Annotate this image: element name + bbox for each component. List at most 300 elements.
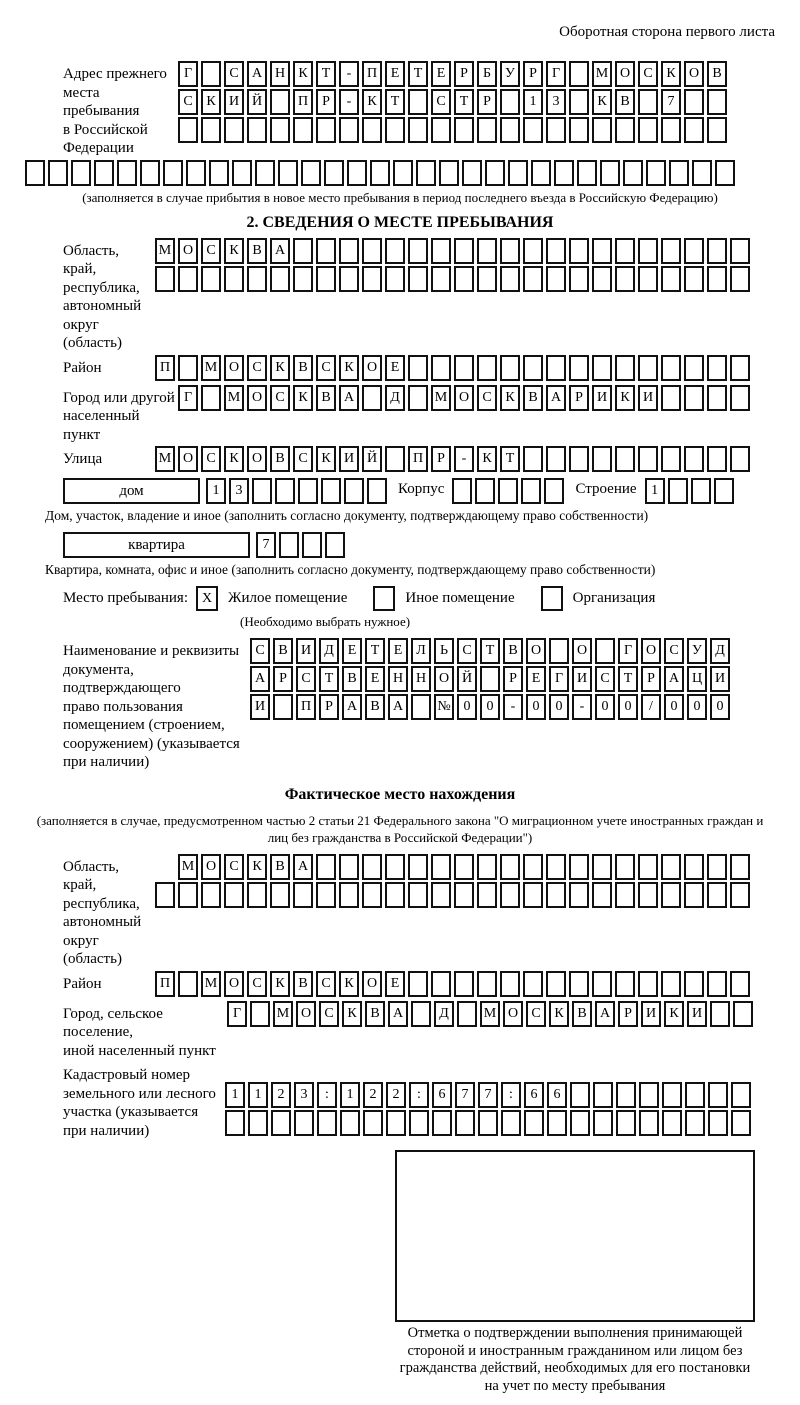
form-cell[interactable]: 6	[432, 1082, 452, 1108]
form-cell[interactable]: С	[296, 666, 316, 692]
form-cell[interactable]: М	[431, 385, 451, 411]
form-cell[interactable]	[71, 160, 91, 186]
form-cell[interactable]	[685, 1110, 705, 1136]
form-cell[interactable]	[275, 478, 295, 504]
form-cell[interactable]: :	[317, 1082, 337, 1108]
form-cell[interactable]	[662, 1110, 682, 1136]
form-cell[interactable]	[385, 446, 405, 472]
form-cell[interactable]	[408, 89, 428, 115]
form-cell[interactable]: С	[664, 638, 684, 664]
form-cell[interactable]: А	[339, 385, 359, 411]
form-cell[interactable]	[362, 238, 382, 264]
form-cell[interactable]: 0	[618, 694, 638, 720]
form-cell[interactable]	[294, 1110, 314, 1136]
form-cell[interactable]	[733, 1001, 753, 1027]
form-cell[interactable]	[452, 478, 472, 504]
form-cell[interactable]: К	[549, 1001, 569, 1027]
form-cell[interactable]	[316, 238, 336, 264]
form-cell[interactable]	[546, 238, 566, 264]
form-cell[interactable]	[431, 882, 451, 908]
form-cell[interactable]: О	[224, 971, 244, 997]
form-cell[interactable]	[317, 1110, 337, 1136]
form-cell[interactable]	[570, 1110, 590, 1136]
form-cell[interactable]: К	[592, 89, 612, 115]
form-cell[interactable]	[224, 266, 244, 292]
form-cell[interactable]: У	[500, 61, 520, 87]
form-cell[interactable]: С	[247, 355, 267, 381]
form-cell[interactable]: А	[546, 385, 566, 411]
form-cell[interactable]	[615, 355, 635, 381]
form-cell[interactable]: 0	[480, 694, 500, 720]
form-cell[interactable]	[362, 385, 382, 411]
form-cell[interactable]	[707, 117, 727, 143]
form-cell[interactable]: И	[296, 638, 316, 664]
form-cell[interactable]	[684, 238, 704, 264]
form-cell[interactable]: -	[503, 694, 523, 720]
form-cell[interactable]	[431, 266, 451, 292]
form-cell[interactable]: С	[224, 61, 244, 87]
form-cell[interactable]: В	[615, 89, 635, 115]
form-cell[interactable]: В	[316, 385, 336, 411]
form-cell[interactable]	[455, 1110, 475, 1136]
form-cell[interactable]	[25, 160, 45, 186]
form-cell[interactable]: Т	[618, 666, 638, 692]
form-cell[interactable]: 0	[549, 694, 569, 720]
form-cell[interactable]	[730, 971, 750, 997]
form-cell[interactable]	[370, 160, 390, 186]
form-cell[interactable]: О	[454, 385, 474, 411]
form-cell[interactable]: К	[362, 89, 382, 115]
form-cell[interactable]	[500, 238, 520, 264]
stay-type-checkbox-organization[interactable]	[541, 586, 563, 611]
form-cell[interactable]	[638, 266, 658, 292]
form-cell[interactable]: К	[201, 89, 221, 115]
form-cell[interactable]	[569, 882, 589, 908]
form-cell[interactable]: М	[155, 238, 175, 264]
form-cell[interactable]	[340, 1110, 360, 1136]
form-cell[interactable]	[477, 971, 497, 997]
form-cell[interactable]: П	[155, 971, 175, 997]
form-cell[interactable]: К	[661, 61, 681, 87]
form-cell[interactable]	[362, 266, 382, 292]
form-cell[interactable]	[616, 1110, 636, 1136]
form-cell[interactable]	[316, 117, 336, 143]
form-cell[interactable]: О	[247, 446, 267, 472]
form-cell[interactable]	[409, 1110, 429, 1136]
form-cell[interactable]	[730, 238, 750, 264]
form-cell[interactable]	[485, 160, 505, 186]
form-cell[interactable]: 7	[478, 1082, 498, 1108]
form-cell[interactable]	[692, 160, 712, 186]
form-cell[interactable]	[408, 971, 428, 997]
form-cell[interactable]	[500, 355, 520, 381]
form-cell[interactable]	[661, 238, 681, 264]
form-cell[interactable]: А	[250, 666, 270, 692]
form-cell[interactable]	[523, 266, 543, 292]
form-cell[interactable]: Г	[178, 385, 198, 411]
form-cell[interactable]: К	[247, 854, 267, 880]
form-cell[interactable]: Г	[227, 1001, 247, 1027]
form-cell[interactable]	[708, 1110, 728, 1136]
form-cell[interactable]	[592, 882, 612, 908]
form-cell[interactable]	[710, 1001, 730, 1027]
form-cell[interactable]: О	[684, 61, 704, 87]
form-cell[interactable]: 2	[271, 1082, 291, 1108]
form-cell[interactable]: С	[595, 666, 615, 692]
form-cell[interactable]: О	[503, 1001, 523, 1027]
form-cell[interactable]	[339, 238, 359, 264]
form-cell[interactable]	[661, 854, 681, 880]
form-cell[interactable]	[408, 117, 428, 143]
form-cell[interactable]	[431, 238, 451, 264]
form-cell[interactable]	[684, 89, 704, 115]
form-cell[interactable]: 2	[363, 1082, 383, 1108]
form-cell[interactable]	[646, 160, 666, 186]
form-cell[interactable]: Р	[641, 666, 661, 692]
form-cell[interactable]	[385, 266, 405, 292]
form-cell[interactable]	[638, 355, 658, 381]
form-cell[interactable]	[569, 266, 589, 292]
form-cell[interactable]	[500, 854, 520, 880]
form-cell[interactable]	[684, 355, 704, 381]
form-cell[interactable]	[248, 1110, 268, 1136]
form-cell[interactable]: С	[638, 61, 658, 87]
form-cell[interactable]: С	[201, 238, 221, 264]
form-cell[interactable]	[501, 1110, 521, 1136]
form-cell[interactable]	[431, 355, 451, 381]
form-cell[interactable]	[270, 882, 290, 908]
form-cell[interactable]	[321, 478, 341, 504]
form-cell[interactable]: М	[201, 355, 221, 381]
form-cell[interactable]: -	[339, 89, 359, 115]
form-cell[interactable]	[707, 238, 727, 264]
form-cell[interactable]: -	[572, 694, 592, 720]
form-cell[interactable]	[302, 532, 322, 558]
form-cell[interactable]: Т	[454, 89, 474, 115]
form-cell[interactable]	[408, 238, 428, 264]
stay-type-checkbox-other[interactable]	[373, 586, 395, 611]
form-cell[interactable]	[523, 446, 543, 472]
form-cell[interactable]	[163, 160, 183, 186]
form-cell[interactable]: 1	[523, 89, 543, 115]
form-cell[interactable]	[500, 882, 520, 908]
form-cell[interactable]	[730, 446, 750, 472]
form-cell[interactable]	[546, 446, 566, 472]
form-cell[interactable]	[155, 882, 175, 908]
form-cell[interactable]	[638, 238, 658, 264]
form-cell[interactable]	[201, 117, 221, 143]
form-cell[interactable]	[224, 882, 244, 908]
form-cell[interactable]: К	[224, 238, 244, 264]
form-cell[interactable]: 1	[340, 1082, 360, 1108]
form-cell[interactable]: Е	[385, 355, 405, 381]
form-cell[interactable]: К	[339, 355, 359, 381]
form-cell[interactable]: Й	[457, 666, 477, 692]
form-cell[interactable]: М	[155, 446, 175, 472]
form-cell[interactable]	[715, 160, 735, 186]
form-cell[interactable]	[707, 266, 727, 292]
form-cell[interactable]	[684, 854, 704, 880]
form-cell[interactable]	[393, 160, 413, 186]
form-cell[interactable]: Г	[618, 638, 638, 664]
form-cell[interactable]	[547, 1110, 567, 1136]
form-cell[interactable]	[362, 854, 382, 880]
form-cell[interactable]	[549, 638, 569, 664]
form-cell[interactable]: Т	[385, 89, 405, 115]
form-cell[interactable]: :	[501, 1082, 521, 1108]
form-cell[interactable]	[293, 882, 313, 908]
form-cell[interactable]	[454, 882, 474, 908]
form-cell[interactable]	[178, 117, 198, 143]
form-cell[interactable]: 1	[206, 478, 226, 504]
form-cell[interactable]	[684, 971, 704, 997]
form-cell[interactable]	[362, 882, 382, 908]
form-cell[interactable]	[707, 355, 727, 381]
form-cell[interactable]: В	[247, 238, 267, 264]
form-cell[interactable]	[255, 160, 275, 186]
form-cell[interactable]	[662, 1082, 682, 1108]
form-cell[interactable]: 6	[524, 1082, 544, 1108]
form-cell[interactable]	[684, 117, 704, 143]
form-cell[interactable]: Г	[546, 61, 566, 87]
form-cell[interactable]	[684, 266, 704, 292]
form-cell[interactable]	[569, 238, 589, 264]
form-cell[interactable]	[117, 160, 137, 186]
form-cell[interactable]: 0	[687, 694, 707, 720]
form-cell[interactable]	[367, 478, 387, 504]
form-cell[interactable]: -	[339, 61, 359, 87]
form-cell[interactable]: К	[339, 971, 359, 997]
form-cell[interactable]	[250, 1001, 270, 1027]
form-cell[interactable]	[592, 238, 612, 264]
form-cell[interactable]	[707, 446, 727, 472]
form-cell[interactable]: Т	[408, 61, 428, 87]
form-cell[interactable]	[730, 266, 750, 292]
form-cell[interactable]	[178, 355, 198, 381]
form-cell[interactable]	[301, 160, 321, 186]
form-cell[interactable]: П	[155, 355, 175, 381]
form-cell[interactable]	[178, 882, 198, 908]
form-cell[interactable]: К	[615, 385, 635, 411]
form-cell[interactable]	[500, 117, 520, 143]
form-cell[interactable]: О	[178, 446, 198, 472]
form-cell[interactable]	[523, 117, 543, 143]
form-cell[interactable]	[615, 266, 635, 292]
form-cell[interactable]	[454, 117, 474, 143]
form-cell[interactable]: Д	[434, 1001, 454, 1027]
form-cell[interactable]	[615, 117, 635, 143]
form-cell[interactable]	[201, 385, 221, 411]
form-cell[interactable]	[201, 61, 221, 87]
form-cell[interactable]: К	[293, 385, 313, 411]
form-cell[interactable]: И	[641, 1001, 661, 1027]
form-cell[interactable]: С	[293, 446, 313, 472]
form-cell[interactable]	[431, 854, 451, 880]
form-cell[interactable]	[325, 532, 345, 558]
form-cell[interactable]: 7	[661, 89, 681, 115]
form-cell[interactable]	[592, 971, 612, 997]
form-cell[interactable]	[155, 266, 175, 292]
form-cell[interactable]	[385, 882, 405, 908]
form-cell[interactable]: 0	[457, 694, 477, 720]
form-cell[interactable]: О	[362, 355, 382, 381]
form-cell[interactable]: В	[342, 666, 362, 692]
form-cell[interactable]: А	[270, 238, 290, 264]
form-cell[interactable]: О	[526, 638, 546, 664]
form-cell[interactable]	[569, 854, 589, 880]
form-cell[interactable]	[454, 238, 474, 264]
form-cell[interactable]: Р	[569, 385, 589, 411]
form-cell[interactable]	[270, 89, 290, 115]
form-cell[interactable]	[278, 160, 298, 186]
form-cell[interactable]	[523, 238, 543, 264]
form-cell[interactable]: Е	[526, 666, 546, 692]
form-cell[interactable]: Г	[549, 666, 569, 692]
form-cell[interactable]	[569, 61, 589, 87]
form-cell[interactable]: Р	[431, 446, 451, 472]
form-cell[interactable]	[247, 882, 267, 908]
form-cell[interactable]	[661, 882, 681, 908]
form-cell[interactable]: С	[178, 89, 198, 115]
form-cell[interactable]: В	[273, 638, 293, 664]
form-cell[interactable]: М	[201, 971, 221, 997]
form-cell[interactable]: В	[293, 355, 313, 381]
form-cell[interactable]	[661, 971, 681, 997]
form-cell[interactable]: С	[247, 971, 267, 997]
form-cell[interactable]	[508, 160, 528, 186]
form-cell[interactable]	[411, 694, 431, 720]
form-cell[interactable]: -	[454, 446, 474, 472]
form-cell[interactable]	[661, 117, 681, 143]
form-cell[interactable]: К	[224, 446, 244, 472]
form-cell[interactable]: К	[316, 446, 336, 472]
form-cell[interactable]	[209, 160, 229, 186]
form-cell[interactable]: Р	[273, 666, 293, 692]
form-cell[interactable]	[669, 160, 689, 186]
form-cell[interactable]	[385, 854, 405, 880]
form-cell[interactable]: :	[409, 1082, 429, 1108]
form-cell[interactable]: Ь	[434, 638, 454, 664]
form-cell[interactable]	[411, 1001, 431, 1027]
form-cell[interactable]: Р	[454, 61, 474, 87]
form-cell[interactable]	[569, 117, 589, 143]
form-cell[interactable]: С	[319, 1001, 339, 1027]
form-cell[interactable]	[385, 117, 405, 143]
form-cell[interactable]: 3	[294, 1082, 314, 1108]
form-cell[interactable]: К	[342, 1001, 362, 1027]
form-cell[interactable]: О	[247, 385, 267, 411]
form-cell[interactable]	[339, 117, 359, 143]
form-cell[interactable]: В	[572, 1001, 592, 1027]
form-cell[interactable]	[569, 89, 589, 115]
form-cell[interactable]	[546, 854, 566, 880]
form-cell[interactable]	[592, 117, 612, 143]
form-cell[interactable]	[592, 355, 612, 381]
form-cell[interactable]	[638, 882, 658, 908]
form-cell[interactable]	[684, 882, 704, 908]
form-cell[interactable]: О	[572, 638, 592, 664]
form-cell[interactable]: П	[293, 89, 313, 115]
form-cell[interactable]	[48, 160, 68, 186]
form-cell[interactable]	[431, 971, 451, 997]
form-cell[interactable]: М	[480, 1001, 500, 1027]
form-cell[interactable]	[271, 1110, 291, 1136]
form-cell[interactable]: 0	[710, 694, 730, 720]
form-cell[interactable]	[232, 160, 252, 186]
form-cell[interactable]	[707, 854, 727, 880]
form-cell[interactable]	[661, 446, 681, 472]
form-cell[interactable]	[478, 1110, 498, 1136]
form-cell[interactable]	[408, 266, 428, 292]
form-cell[interactable]	[521, 478, 541, 504]
form-cell[interactable]	[339, 266, 359, 292]
form-cell[interactable]: П	[362, 61, 382, 87]
stay-type-checkbox-residential[interactable]: X	[196, 586, 218, 611]
form-cell[interactable]: М	[224, 385, 244, 411]
form-cell[interactable]	[140, 160, 160, 186]
form-cell[interactable]	[684, 446, 704, 472]
form-cell[interactable]: 6	[547, 1082, 567, 1108]
form-cell[interactable]	[554, 160, 574, 186]
form-cell[interactable]: 3	[546, 89, 566, 115]
form-cell[interactable]	[500, 89, 520, 115]
form-cell[interactable]	[408, 355, 428, 381]
form-cell[interactable]	[638, 854, 658, 880]
form-cell[interactable]: К	[477, 446, 497, 472]
form-cell[interactable]	[201, 882, 221, 908]
form-cell[interactable]: Й	[247, 89, 267, 115]
form-cell[interactable]	[691, 478, 711, 504]
form-cell[interactable]	[707, 385, 727, 411]
form-cell[interactable]	[616, 1082, 636, 1108]
form-cell[interactable]	[500, 266, 520, 292]
form-cell[interactable]	[730, 385, 750, 411]
form-cell[interactable]	[569, 446, 589, 472]
form-cell[interactable]	[279, 532, 299, 558]
form-cell[interactable]	[638, 117, 658, 143]
form-cell[interactable]: О	[615, 61, 635, 87]
form-cell[interactable]: 1	[248, 1082, 268, 1108]
form-cell[interactable]: А	[388, 1001, 408, 1027]
form-cell[interactable]: 0	[526, 694, 546, 720]
form-cell[interactable]	[731, 1110, 751, 1136]
form-cell[interactable]	[524, 1110, 544, 1136]
form-cell[interactable]	[454, 854, 474, 880]
form-cell[interactable]: Н	[270, 61, 290, 87]
form-cell[interactable]: С	[316, 971, 336, 997]
form-cell[interactable]	[615, 446, 635, 472]
form-cell[interactable]: И	[638, 385, 658, 411]
form-cell[interactable]: А	[247, 61, 267, 87]
form-cell[interactable]: Ц	[687, 666, 707, 692]
form-cell[interactable]: Е	[431, 61, 451, 87]
form-cell[interactable]: И	[710, 666, 730, 692]
form-cell[interactable]: Д	[319, 638, 339, 664]
form-cell[interactable]: Е	[388, 638, 408, 664]
form-cell[interactable]	[293, 238, 313, 264]
form-cell[interactable]	[477, 117, 497, 143]
form-cell[interactable]	[593, 1110, 613, 1136]
form-cell[interactable]	[623, 160, 643, 186]
form-cell[interactable]: Б	[477, 61, 497, 87]
form-cell[interactable]	[201, 266, 221, 292]
form-cell[interactable]	[638, 89, 658, 115]
form-cell[interactable]	[247, 117, 267, 143]
form-cell[interactable]	[731, 1082, 751, 1108]
form-cell[interactable]	[569, 971, 589, 997]
form-cell[interactable]	[708, 1082, 728, 1108]
form-cell[interactable]	[523, 971, 543, 997]
